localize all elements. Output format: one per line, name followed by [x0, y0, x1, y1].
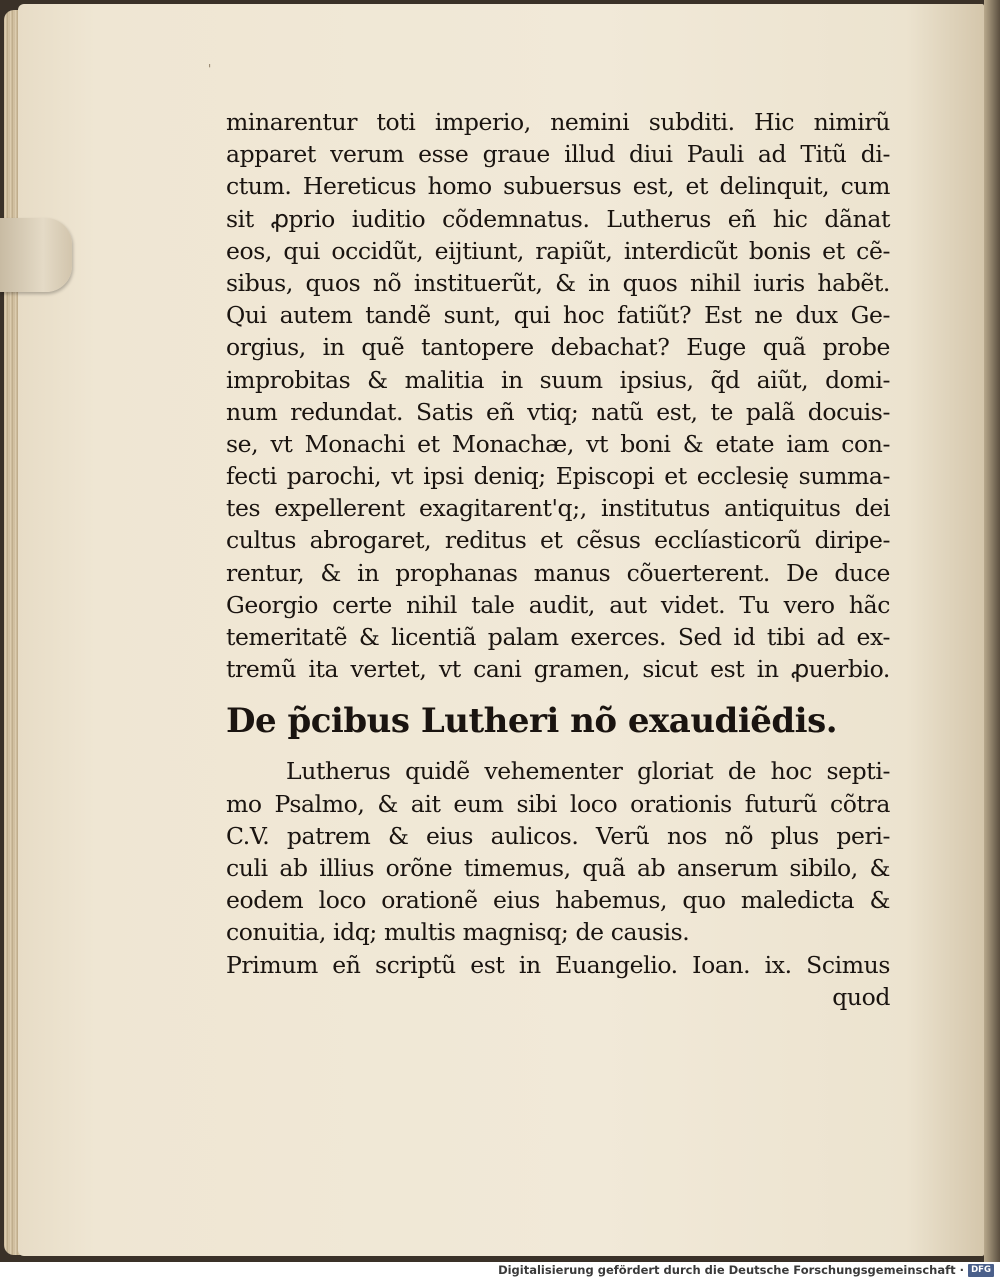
text-line: improbitas & malitia in suum ipsius, q̃d aiũt, domi- — [226, 365, 890, 394]
text-line: tremũ ita vertet, vt cani gramen, sicut est in ꝓuerbio. — [226, 655, 890, 684]
text-line: C.V. patrem & eius aulicos. Verũ nos nõ plus peri- — [226, 821, 890, 850]
text-line: apparet verum esse graue illud diui Pauli ad Titũ di- — [226, 140, 890, 169]
text-line: sit ꝓprio iuditio cõdemnatus. Lutherus eñ hic dãnat — [226, 204, 890, 233]
text-line: Primum eñ scriptũ est in Euangelio. Ioan. ix. Scimus — [226, 950, 890, 979]
text-line: eos, qui occidũt, eijtiunt, rapiũt, interdicũt bonis et cẽ- — [226, 236, 890, 265]
page-tab — [0, 218, 72, 292]
text-line: sibus, quos nõ instituerũt, & in quos nihil iuris habẽt. — [226, 268, 890, 297]
footer-credit: Digitalisierung gefördert durch die Deutsche Forschungsgemeinschaft · — [498, 1263, 964, 1277]
text-line: temeritatẽ & licentiã palam exerces. Sed id tibi ad ex- — [226, 623, 890, 651]
text-line: Georgio certe nihil tale audit, aut videt. Tu vero hãc — [226, 590, 890, 619]
text-lines-after-heading — [226, 755, 890, 980]
text-line: culi ab illius orõne timemus, quã ab anserum sibilo, & — [226, 853, 890, 882]
binding-shadow — [984, 0, 1000, 1262]
text-line: minarentur toti imperio, nemini subditi. Hic nimirũ — [226, 108, 890, 136]
text-line: rentur, & in prophanas manus cõuerterent. De duce — [226, 558, 890, 587]
text-line: num redundat. Satis eñ vtiq; natũ est, te palã docuis- — [226, 397, 890, 426]
footer-bar — [0, 1262, 1000, 1280]
text-line: eodem loco orationẽ eius habemus, quo maledicta & — [226, 886, 890, 915]
text-line: Qui autem tandẽ sunt, qui hoc fatiũt? Est ne dux Ge- — [226, 301, 890, 330]
folio-mark: ' — [208, 62, 212, 76]
text-line: mo Psalmo, & ait eum sibi loco orationis futurũ cõtra — [226, 789, 890, 818]
text-line: ctum. Hereticus homo subuersus est, et delinquit, cum — [226, 172, 890, 201]
section-heading: De p̃cibus Lutheri nõ exaudiẽdis. — [226, 701, 838, 742]
catchword: quod — [832, 982, 890, 1011]
text-line: conuitia, idq; multis magnisq; de causis. — [226, 918, 690, 947]
text-line: se, vt Monachi et Monachæ, vt boni & etate iam con- — [226, 429, 890, 458]
text-line: orgius, in quẽ tantopere debachat? Euge quã probe — [226, 333, 890, 362]
dfg-logo: DFG — [968, 1264, 994, 1277]
text-line: cultus abrogaret, reditus et cẽsus ecclíasticorũ diripe- — [226, 526, 890, 555]
text-line: Lutherus quidẽ vehementer gloriat de hoc septi- — [286, 757, 890, 786]
text-line: tes expellerent exagitarent'q;, institutus antiquitus dei — [226, 494, 890, 523]
text-lines-before-heading — [226, 106, 890, 685]
text-line: fecti parochi, vt ipsi deniq; Episcopi et ecclesię summa- — [226, 462, 890, 491]
main-text — [226, 106, 890, 1013]
